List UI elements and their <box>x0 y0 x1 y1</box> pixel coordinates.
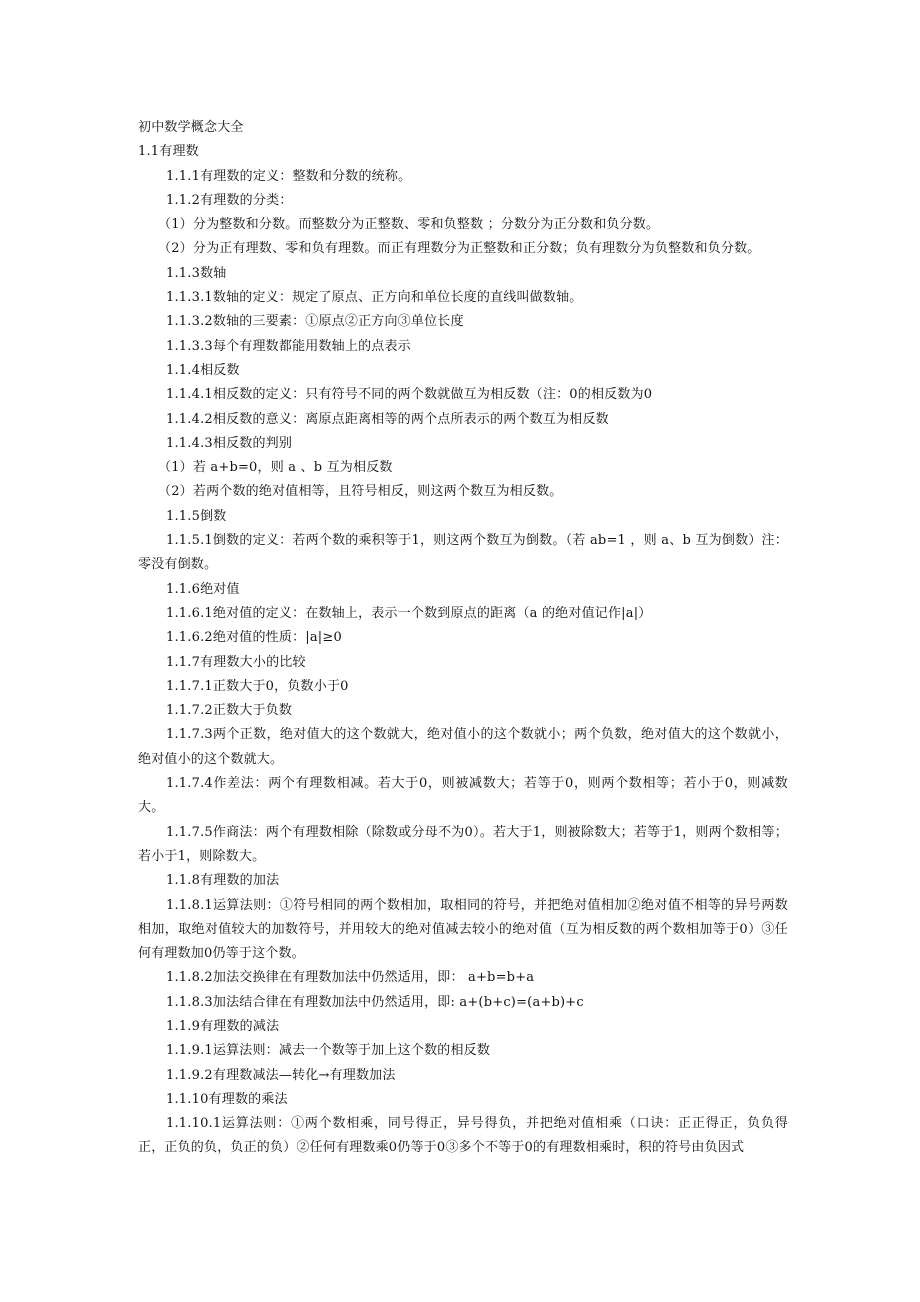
paragraph: 1.1.10.1运算法则：①两个数相乘，同号得正，异号得负，并把绝对值相乘（口诀：正正得正，负负得正，正负的负，负正的负）②任何有理数乘0仍等于0③多个不等于0的有理数相乘时，积的符号由负因式 <box>138 1116 788 1156</box>
subsection-heading: 1.1.10有理数的乘法 <box>166 1091 288 1107</box>
paragraph: 1.1.7.1正数大于0，负数小于0 <box>166 678 349 694</box>
paragraph: 1.1.4.1相反数的定义：只有符号不同的两个数就做互为相反数（注：0的相反数为0 <box>166 387 653 403</box>
subsection-heading: 1.1.4相反数 <box>166 362 240 378</box>
paragraph: 1.1.9.1运算法则：减去一个数等于加上这个数的相反数 <box>166 1043 491 1059</box>
paragraph: 1.1.4.2相反数的意义：离原点距离相等的两个点所表示的两个数互为相反数 <box>166 411 609 427</box>
paragraph: 1.1.9.2有理数减法—转化→有理数加法 <box>166 1067 396 1083</box>
paragraph: 1.1.7.5作商法：两个有理数相除（除数或分母不为0）。若大于1，则被除数大；若等于1，则两个数相等；若小于1，则除数大。 <box>138 824 788 864</box>
subsection-heading: 1.1.5倒数 <box>166 508 227 524</box>
paragraph: 1.1.6.1绝对值的定义：在数轴上，表示一个数到原点的距离（a 的绝对值记作|a|） <box>166 605 652 621</box>
paragraph: （1）若 a+b=0，则 a 、b 互为相反数 <box>158 460 393 476</box>
document-body <box>138 116 788 1161</box>
paragraph: 1.1.3.3每个有理数都能用数轴上的点表示 <box>166 338 411 354</box>
paragraph: （1）分为整数和分数。而整数分为正整数、零和负整数 ；分数分为正分数和负分数。 <box>158 217 660 233</box>
subsection-heading: 1.1.8有理数的加法 <box>166 873 280 889</box>
document-title: 初中数学概念大全 <box>138 120 244 135</box>
paragraph: 1.1.8.2加法交换律在有理数加法中仍然适用，即： a+b=b+a <box>166 970 535 986</box>
subsection-heading: 1.1.3数轴 <box>166 265 227 281</box>
paragraph: 1.1.8.1运算法则：①符号相同的两个数相加，取相同的符号，并把绝对值相加②绝对值不相等的异号两数相加，取绝对值较大的加数符号，并用较大的绝对值减去较小的绝对值（互为相反数的两个数相加等于0）③任何有理数加0仍等于这个数。 <box>138 897 788 962</box>
paragraph: 1.1.6.2绝对值的性质：|a|≥0 <box>166 630 342 646</box>
paragraph: （2）分为正有理数、零和负有理数。而正有理数分为正整数和正分数；负有理数分为负整数和负分数。 <box>158 241 761 257</box>
paragraph: （2）若两个数的绝对值相等，且符号相反，则这两个数互为相反数。 <box>158 484 563 500</box>
paragraph: 1.1.4.3相反数的判别 <box>166 435 293 451</box>
section-heading: 1.1有理数 <box>138 144 199 160</box>
paragraph: 1.1.8.3加法结合律在有理数加法中仍然适用，即: a+(b+c)=(a+b)+c <box>166 994 584 1010</box>
paragraph: 1.1.7.3两个正数，绝对值大的这个数就大，绝对值小的这个数就小；两个负数，绝对值大的这个数就小，绝对值小的这个数就大。 <box>138 727 788 767</box>
paragraph: 1.1.1有理数的定义：整数和分数的统称。 <box>166 168 412 184</box>
subsection-heading: 1.1.6绝对值 <box>166 581 240 597</box>
paragraph: 1.1.3.2数轴的三要素：①原点②正方向③单位长度 <box>166 314 464 330</box>
paragraph: 1.1.7.2正数大于负数 <box>166 703 293 719</box>
paragraph: 1.1.7.4作差法：两个有理数相减。若大于0，则被减数大；若等于0，则两个数相等；若小于0，则减数大。 <box>138 776 788 816</box>
subsection-heading: 1.1.7有理数大小的比较 <box>166 654 306 670</box>
paragraph: 1.1.3.1数轴的定义：规定了原点、正方向和单位长度的直线叫做数轴。 <box>166 290 583 306</box>
paragraph: 1.1.5.1倒数的定义：若两个数的乘积等于1，则这两个数互为倒数。（若 ab=1 ，则 a、b 互为倒数）注：零没有倒数。 <box>138 533 788 573</box>
paragraph: 1.1.2有理数的分类： <box>166 192 293 208</box>
subsection-heading: 1.1.9有理数的减法 <box>166 1018 280 1034</box>
